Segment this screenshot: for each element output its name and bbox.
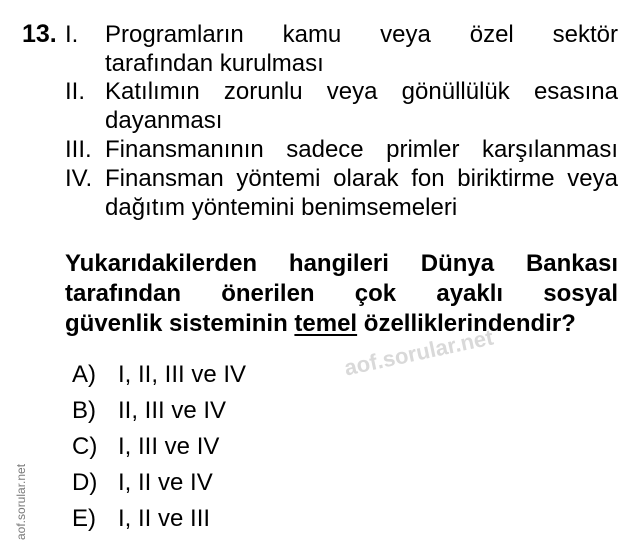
statement-2-numeral: II. bbox=[65, 78, 86, 105]
option-b-letter: B) bbox=[72, 397, 96, 424]
option-c-letter: C) bbox=[72, 433, 98, 460]
option-b-text: II, III ve IV bbox=[118, 397, 227, 424]
statement-1-numeral: I. bbox=[65, 21, 79, 48]
option-e-text: I, II ve III bbox=[118, 505, 211, 532]
statement-2-line1: Katılımın zorunlu veya gönüllülük esasına bbox=[105, 78, 618, 105]
option-a-text: I, II, III ve IV bbox=[118, 361, 247, 388]
option-d[interactable] bbox=[72, 468, 213, 498]
question-stem-emphasis: temel bbox=[294, 310, 358, 337]
statement-2-line2: dayanması bbox=[105, 107, 223, 134]
option-e-letter: E) bbox=[72, 505, 96, 532]
statement-3-line1: Finansmanının sadece primler karşılanması bbox=[105, 136, 618, 163]
question-stem-line1: Yukarıdakilerden hangileri Dünya Bankası bbox=[65, 250, 618, 277]
statement-4-line2: dağıtım yöntemini benimsemeleri bbox=[105, 194, 458, 221]
option-a[interactable] bbox=[72, 360, 246, 390]
watermark-text: aof.sorular.net bbox=[342, 324, 496, 381]
option-c[interactable] bbox=[72, 432, 219, 462]
statement-3-numeral: III. bbox=[65, 136, 92, 163]
option-b[interactable] bbox=[72, 396, 226, 426]
option-e[interactable] bbox=[72, 504, 210, 534]
statement-4-numeral: IV. bbox=[65, 165, 93, 192]
question-stem-line3-after: özelliklerindendir? bbox=[357, 310, 576, 337]
question-stem-line3-before: güvenlik sisteminin bbox=[65, 310, 295, 337]
question-number: 13. bbox=[22, 20, 57, 48]
option-c-text: I, III ve IV bbox=[118, 433, 220, 460]
side-watermark-text: aof.sorular.net bbox=[14, 463, 28, 540]
option-a-letter: A) bbox=[72, 361, 96, 388]
statement-4-line1: Finansman yöntemi olarak fon biriktirme veya bbox=[105, 165, 618, 192]
question-stem-line2: tarafından önerilen çok ayaklı sosyal bbox=[65, 280, 618, 307]
option-d-text: I, II ve IV bbox=[118, 469, 213, 496]
statement-1-line1: Programların kamu veya özel sektör bbox=[105, 21, 618, 48]
option-d-letter: D) bbox=[72, 469, 98, 496]
statement-1-line2: tarafından kurulması bbox=[105, 50, 324, 77]
question-stem-line3 bbox=[65, 309, 618, 339]
